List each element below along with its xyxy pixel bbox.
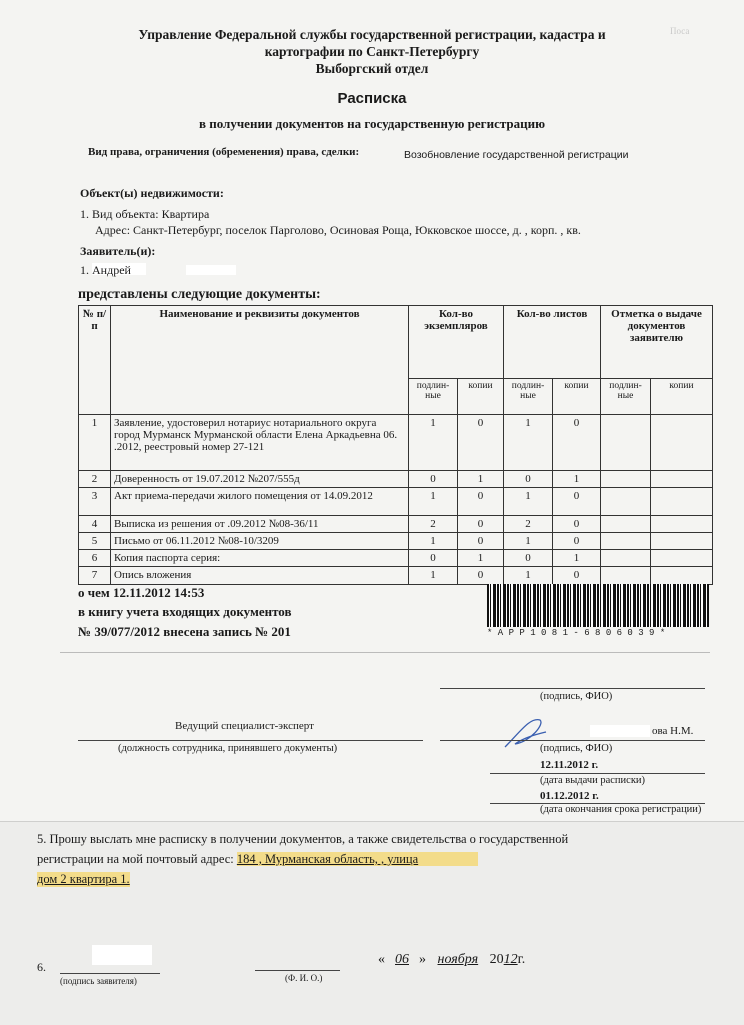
cell-mark bbox=[651, 567, 713, 585]
date-year-prefix: 20 bbox=[489, 952, 504, 967]
cell-c2: 0 bbox=[458, 567, 504, 585]
request-text: 5. Прошу выслать мне расписку в получении документов, а также свидетельства о государственной bbox=[37, 832, 569, 846]
header-line: картографии по Санкт-Петербургу bbox=[264, 44, 480, 59]
record-number: № 39/077/2012 внесена запись № 201 bbox=[78, 624, 291, 639]
cell-name: Опись вложения bbox=[111, 567, 409, 585]
issue-date: 12.11.2012 г. bbox=[540, 759, 599, 771]
cell-c2: 1 bbox=[458, 550, 504, 567]
signature-line bbox=[440, 688, 705, 689]
cell-s1: 0 bbox=[504, 550, 553, 567]
postal-address: 184 , Мурманская область, , улица bbox=[237, 852, 478, 866]
cell-c1: 1 bbox=[409, 415, 458, 471]
object-address: Адрес: Санкт-Петербург, поселок Парголово, Осиновая Роща, Юкковское шоссе, д. , корп. , кв. bbox=[95, 223, 581, 237]
request-address bbox=[37, 852, 478, 867]
cell-c1: 0 bbox=[409, 550, 458, 567]
cell-mark bbox=[601, 471, 651, 488]
signature-line bbox=[60, 973, 160, 974]
position-line bbox=[78, 740, 423, 741]
cell-s2: 1 bbox=[553, 471, 601, 488]
cell-mark bbox=[601, 533, 651, 550]
cell-name: Акт приема-передачи жилого помещения от 14.09.2012 bbox=[111, 488, 409, 516]
fio-line bbox=[255, 970, 340, 971]
cell-s2: 0 bbox=[553, 488, 601, 516]
request-address-label: регистрации на мой почтовый адрес: bbox=[37, 852, 237, 866]
table-row bbox=[79, 533, 713, 550]
signature-caption: (подпись, ФИО) bbox=[540, 743, 613, 754]
cell-s1: 1 bbox=[504, 533, 553, 550]
object-kind: 1. Вид объекта: Квартира bbox=[80, 207, 210, 221]
sub-copies: копии bbox=[553, 379, 601, 415]
cell-n: 1 bbox=[79, 415, 111, 471]
redaction bbox=[92, 945, 152, 965]
redaction bbox=[590, 725, 650, 737]
cell-s2: 0 bbox=[553, 567, 601, 585]
date-month: ноября bbox=[437, 952, 479, 967]
cell-mark bbox=[651, 471, 713, 488]
signature-line bbox=[440, 740, 705, 741]
cell-mark bbox=[651, 516, 713, 533]
cell-c1: 1 bbox=[409, 488, 458, 516]
cell-s1: 1 bbox=[504, 415, 553, 471]
table-row bbox=[79, 488, 713, 516]
issue-caption: (дата выдачи расписки) bbox=[540, 775, 646, 786]
date-day: 06 bbox=[395, 952, 409, 967]
employee-position: Ведущий специалист-эксперт bbox=[175, 720, 314, 732]
fio-caption: (Ф. И. О.) bbox=[285, 973, 323, 983]
position-caption: (должность сотрудника, принявшего документы) bbox=[118, 743, 338, 754]
signing-date: « 06 » ноября 2012г. bbox=[378, 952, 526, 967]
sub-copies: копии bbox=[458, 379, 504, 415]
cell-mark bbox=[651, 488, 713, 516]
applicant-signature-caption: (подпись заявителя) bbox=[60, 976, 137, 986]
cell-c2: 0 bbox=[458, 415, 504, 471]
employee-name: ова Н.М. bbox=[652, 725, 694, 737]
table-row bbox=[79, 567, 713, 585]
cell-c2: 0 bbox=[458, 516, 504, 533]
cell-mark bbox=[601, 550, 651, 567]
cell-c2: 1 bbox=[458, 471, 504, 488]
header-name: Наименование и реквизиты документов bbox=[111, 306, 409, 415]
date-line bbox=[490, 773, 705, 774]
applicant-item: 1. Андрей bbox=[80, 263, 131, 277]
cell-mark bbox=[651, 415, 713, 471]
cell-s1: 2 bbox=[504, 516, 553, 533]
header-copies: Кол-во экземпляров bbox=[409, 306, 504, 379]
cell-s2: 0 bbox=[553, 533, 601, 550]
header-sheets: Кол-во листов bbox=[504, 306, 601, 379]
record-datetime: о чем 12.11.2012 14:53 bbox=[78, 585, 205, 600]
documents-table bbox=[78, 305, 713, 585]
cell-c1: 1 bbox=[409, 533, 458, 550]
cell-n: 6 bbox=[79, 550, 111, 567]
cell-c2: 0 bbox=[458, 488, 504, 516]
cell-mark bbox=[651, 533, 713, 550]
barcode bbox=[487, 584, 709, 627]
sub-originals: подлин-ные bbox=[409, 379, 458, 415]
barcode-text: * A P P 1 0 8 1 - 6 8 0 6 0 3 9 * bbox=[487, 628, 666, 638]
agency-header bbox=[0, 26, 744, 77]
cell-mark bbox=[651, 550, 713, 567]
sub-originals: подлин-ные bbox=[504, 379, 553, 415]
header-mark: Отметка о выдаче документов заявителю bbox=[601, 306, 713, 379]
cell-name: Копия паспорта серия: bbox=[111, 550, 409, 567]
header-line: Управление Федеральной службы государственной регистрации, кадастра и bbox=[138, 27, 606, 42]
divider bbox=[60, 652, 710, 653]
postal-address-cont: дом 2 квартира 1. bbox=[37, 872, 130, 886]
table-row bbox=[79, 550, 713, 567]
cell-s2: 0 bbox=[553, 516, 601, 533]
cell-c2: 0 bbox=[458, 533, 504, 550]
cell-c1: 1 bbox=[409, 567, 458, 585]
page-subtitle: в получении документов на государственную регистрацию bbox=[198, 116, 546, 131]
redaction bbox=[186, 265, 236, 275]
header-line: Выборгский отдел bbox=[315, 61, 429, 76]
right-type-value: Возобновление государственной регистрации bbox=[404, 149, 629, 161]
cell-c1: 2 bbox=[409, 516, 458, 533]
cell-n: 4 bbox=[79, 516, 111, 533]
right-type-label: Вид права, ограничения (обременения) права, сделки: bbox=[88, 146, 360, 158]
cell-name: Выписка из решения от .09.2012 №08-36/11 bbox=[111, 516, 409, 533]
cell-mark bbox=[601, 488, 651, 516]
cell-mark bbox=[601, 415, 651, 471]
cell-s2: 0 bbox=[553, 415, 601, 471]
cell-n: 3 bbox=[79, 488, 111, 516]
cell-c1: 0 bbox=[409, 471, 458, 488]
sub-copies: копии bbox=[651, 379, 713, 415]
end-date: 01.12.2012 г. bbox=[540, 790, 599, 802]
cell-name: Доверенность от 19.07.2012 №207/555д bbox=[111, 471, 409, 488]
cell-mark bbox=[601, 567, 651, 585]
cell-n: 7 bbox=[79, 567, 111, 585]
table-row bbox=[79, 471, 713, 488]
date-year-suffix: 12 bbox=[503, 952, 518, 967]
date-year-end: г. bbox=[517, 952, 526, 967]
documents-label: представлены следующие документы: bbox=[78, 287, 321, 302]
cell-name: Заявление, удостоверил нотариус нотариального округа город Мурманск Мурманской области Елена Аркадьевна 06. .2012, реестровый номер 27-121 bbox=[111, 415, 409, 471]
item-number: 6. bbox=[37, 960, 46, 974]
table-row bbox=[79, 415, 713, 471]
page-title: Расписка bbox=[337, 90, 407, 107]
table-row bbox=[79, 516, 713, 533]
cell-s2: 1 bbox=[553, 550, 601, 567]
cell-mark bbox=[601, 516, 651, 533]
cell-n: 5 bbox=[79, 533, 111, 550]
cell-s1: 1 bbox=[504, 488, 553, 516]
header-num: № п/п bbox=[79, 306, 111, 415]
cell-n: 2 bbox=[79, 471, 111, 488]
cell-s1: 1 bbox=[504, 567, 553, 585]
record-book: в книгу учета входящих документов bbox=[78, 604, 292, 619]
cell-name: Письмо от 06.11.2012 №08-10/3209 bbox=[111, 533, 409, 550]
bleed-text: Поса bbox=[670, 26, 690, 36]
applicants-label: Заявитель(и): bbox=[80, 244, 156, 258]
sub-originals: подлин-ные bbox=[601, 379, 651, 415]
objects-label: Объект(ы) недвижимости: bbox=[80, 186, 224, 200]
signature-caption: (подпись, ФИО) bbox=[540, 691, 613, 702]
end-caption: (дата окончания срока регистрации) bbox=[540, 804, 702, 815]
cell-s1: 0 bbox=[504, 471, 553, 488]
